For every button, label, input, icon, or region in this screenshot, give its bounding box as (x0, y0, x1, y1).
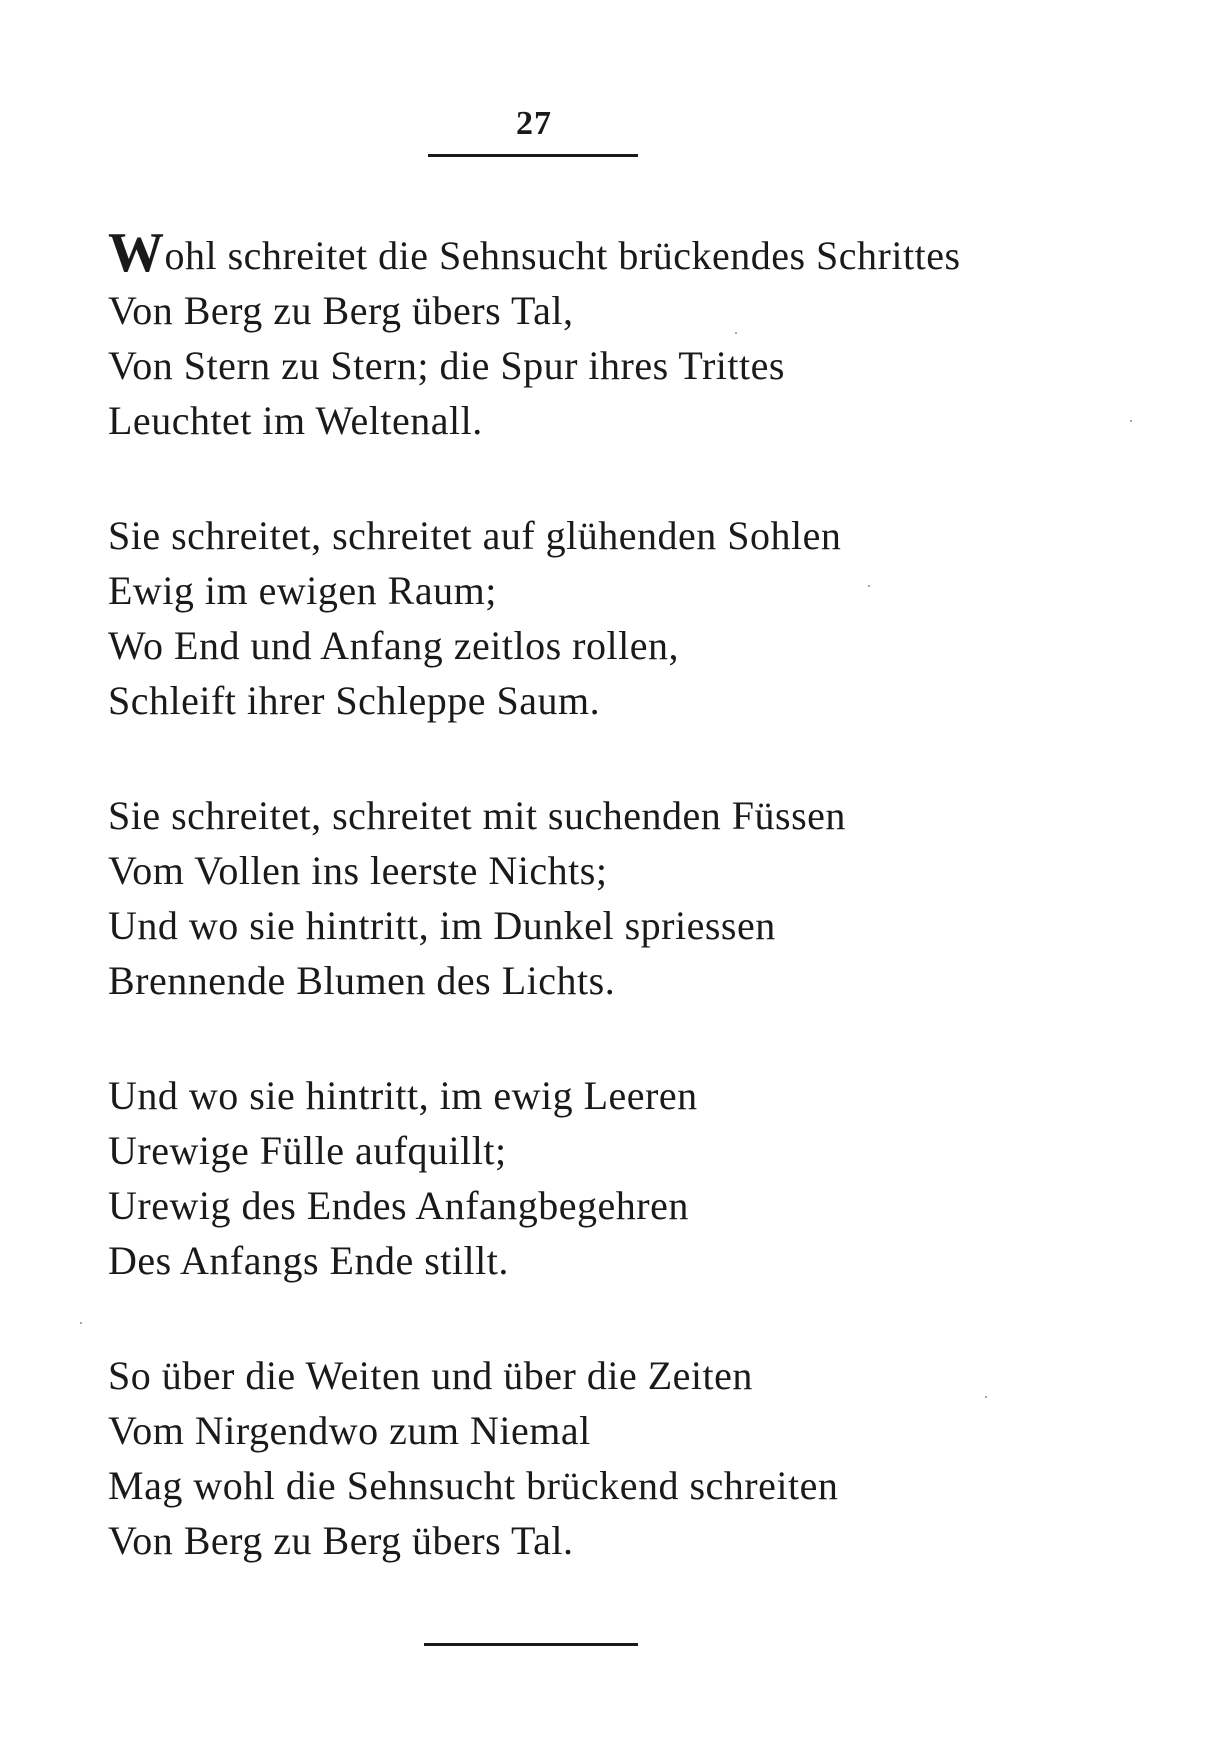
poem-line: Von Berg zu Berg übers Tal. (108, 1518, 574, 1563)
paper-speck (985, 1396, 987, 1398)
stanza-3 (108, 788, 1108, 1008)
poem-line: Von Stern zu Stern; die Spur ihres Trittes (108, 343, 785, 388)
page-number: 27 (516, 105, 552, 142)
poem-line: Brennende Blumen des Lichts. (108, 958, 616, 1003)
poem-line: Schleift ihrer Schleppe Saum. (108, 678, 601, 723)
poem-line: Leuchtet im Weltenall. (108, 398, 483, 443)
paper-speck (735, 332, 737, 334)
stanza-2 (108, 508, 1108, 728)
poem-line: Mag wohl die Sehnsucht brückend schreiten (108, 1463, 839, 1508)
poem-line: Sie schreitet, schreitet mit suchenden Füssen (108, 793, 846, 838)
poem-line: Vom Nirgendwo zum Niemal (108, 1408, 591, 1453)
poem-line: Und wo sie hintritt, im ewig Leeren (108, 1073, 698, 1118)
poem-line (108, 222, 1108, 284)
poem-line: Urewige Fülle aufquillt; (108, 1128, 507, 1173)
paper-speck (868, 585, 870, 587)
poem-line: Des Anfangs Ende stillt. (108, 1238, 509, 1283)
footer-rule (424, 1643, 638, 1646)
poem-line: Wo End und Anfang zeitlos rollen, (108, 623, 679, 668)
stanza-4 (108, 1068, 1108, 1288)
paper-speck (1130, 420, 1132, 422)
drop-initial: W (108, 222, 165, 284)
stanza-5 (108, 1348, 1108, 1568)
poem-line: Und wo sie hintritt, im Dunkel spriessen (108, 903, 776, 948)
poem-line: Von Berg zu Berg übers Tal, (108, 288, 574, 333)
poem-line: So über die Weiten und über die Zeiten (108, 1353, 753, 1398)
poem (108, 222, 1108, 1568)
poem-line: Sie schreitet, schreitet auf glühenden Sohlen (108, 513, 842, 558)
stanza-1 (108, 222, 1108, 448)
poem-line-text: ohl schreitet die Sehnsucht brückendes Schrittes (164, 233, 961, 278)
poem-line: Ewig im ewigen Raum; (108, 568, 497, 613)
header-rule (428, 154, 638, 157)
poem-line: Vom Vollen ins leerste Nichts; (108, 848, 608, 893)
paper-speck (80, 1322, 82, 1324)
poem-line: Urewig des Endes Anfangbegehren (108, 1183, 689, 1228)
